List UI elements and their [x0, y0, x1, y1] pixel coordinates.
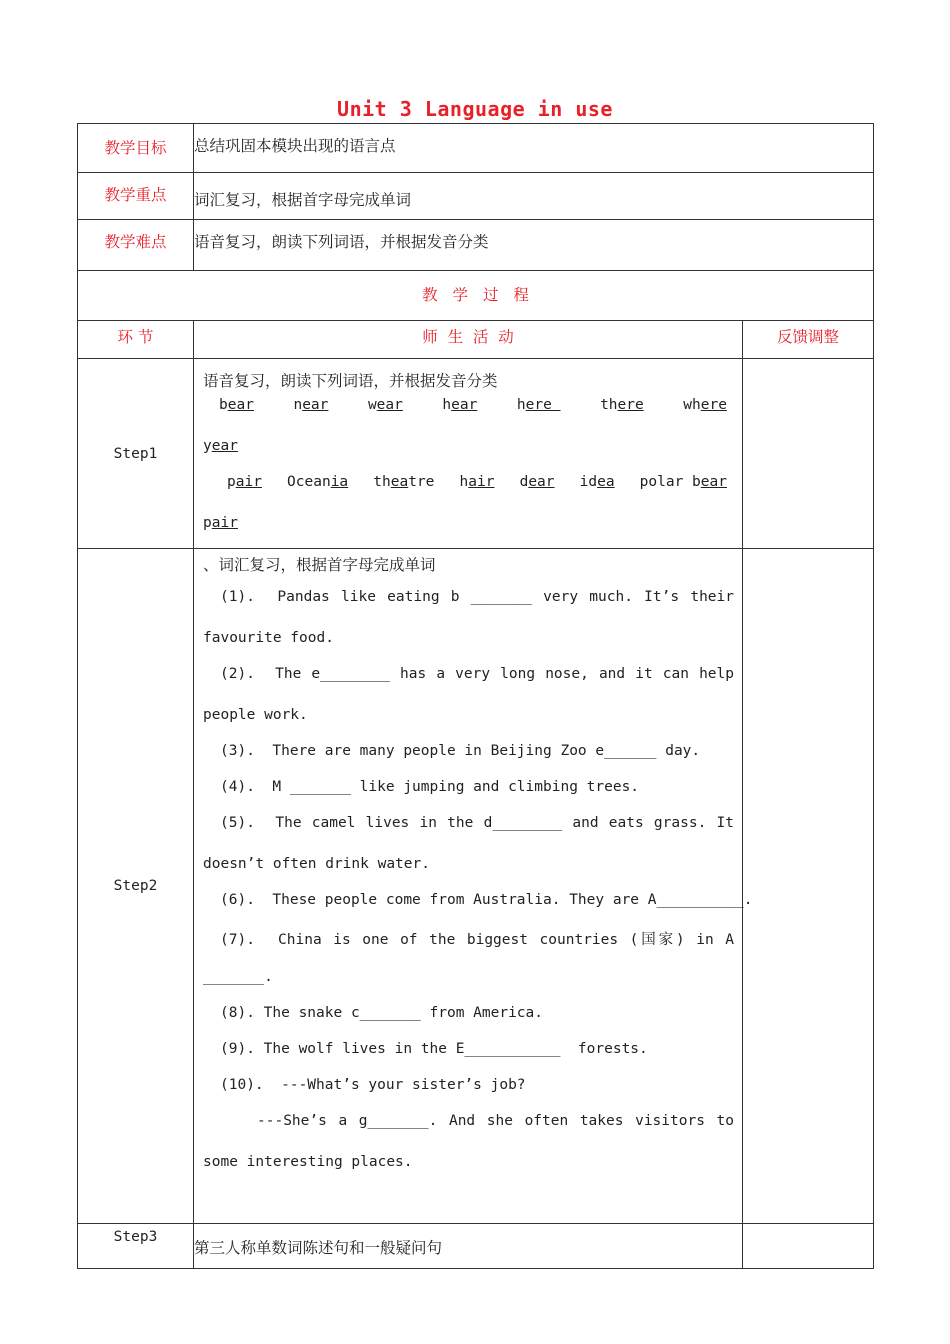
step2-item-2: (2). The e________ has a very long nose, and it can help	[220, 666, 734, 682]
word-where: where	[683, 397, 727, 413]
step3-row	[78, 1224, 874, 1269]
step2-item-7: (7). China is one of the biggest countries (国家) in A	[220, 932, 734, 948]
step1-word-row-2	[203, 474, 727, 490]
goal-text: 总结巩固本模块出现的语言点	[194, 124, 874, 173]
lesson-plan-table	[77, 123, 874, 1269]
step2-row	[78, 549, 874, 1224]
goal-label: 教学目标	[78, 124, 194, 173]
step2-item-4: (4). M _______ like jumping and climbing trees.	[220, 779, 640, 795]
word-bear: bear	[219, 397, 254, 413]
page-title: Unit 3 Language in use	[337, 97, 613, 121]
difficulty-text: 语音复习，朗读下列词语，并根据发音分类	[194, 220, 874, 271]
step2-item-3: (3). There are many people in Beijing Zoo e______ day.	[220, 743, 701, 759]
step2-item-2-cont: people work.	[203, 707, 308, 723]
step1-heading: 语音复习，朗读下列词语，并根据发音分类	[203, 372, 498, 390]
stage-column-header: 环 节	[78, 321, 194, 359]
step2-item-1: (1). Pandas like eating b _______ very much. It’s their	[220, 589, 734, 605]
word-theatre: theatre	[373, 474, 435, 490]
step2-item-10: (10). ---What’s your sister’s job?	[220, 1077, 526, 1093]
difficulty-label: 教学难点	[78, 220, 194, 271]
word-pair-2: pair	[203, 515, 238, 531]
word-dear: dear	[519, 474, 555, 490]
process-heading: 教 学 过 程	[78, 271, 874, 321]
column-header-row	[78, 321, 874, 359]
step2-item-7-cont: _______.	[203, 969, 273, 985]
step3-name: Step3	[78, 1224, 194, 1269]
step2-item-6: (6). These people come from Australia. They are A__________.	[220, 892, 753, 908]
step1-feedback	[743, 359, 874, 549]
word-hear: hear	[442, 397, 478, 413]
focus-label: 教学重点	[78, 173, 194, 220]
word-polar-bear: polar bear	[639, 474, 727, 490]
focus-text: 词汇复习，根据首字母完成单词	[194, 173, 874, 220]
step1-row	[78, 359, 874, 549]
step2-feedback	[743, 549, 874, 1224]
step2-item-1-cont: favourite food.	[203, 630, 334, 646]
step3-feedback	[743, 1224, 874, 1269]
word-near: near	[293, 397, 329, 413]
step2-item-5: (5). The camel lives in the d________ and eats grass. It	[220, 815, 734, 831]
step2-item-10-answer: ---She’s a g_______. And she often takes visitors to	[257, 1113, 734, 1129]
step1-content	[194, 359, 743, 549]
feedback-column-header: 反馈调整	[743, 321, 874, 359]
step2-item-5-cont: doesn’t often drink water.	[203, 856, 430, 872]
word-oceania: Oceania	[287, 474, 349, 490]
step2-item-9: (9). The wolf lives in the E___________ forests.	[220, 1041, 648, 1057]
word-hair: hair	[459, 474, 495, 490]
word-wear: wear	[367, 397, 403, 413]
activity-column-header: 师 生 活 动	[194, 321, 743, 359]
word-there: there	[600, 397, 644, 413]
step2-heading: 、词汇复习，根据首字母完成单词	[203, 556, 436, 574]
word-here: here	[516, 397, 561, 413]
word-year: year	[203, 438, 238, 454]
step2-name: Step2	[78, 549, 194, 1224]
process-heading-row	[78, 271, 874, 321]
step2-item-8: (8). The snake c_______ from America.	[220, 1005, 544, 1021]
goal-row	[78, 124, 874, 173]
step1-word-row-1	[203, 397, 727, 413]
step1-name: Step1	[78, 359, 194, 549]
word-idea: idea	[579, 474, 615, 490]
focus-row	[78, 173, 874, 220]
difficulty-row	[78, 220, 874, 271]
step3-text: 第三人称单数词陈述句和一般疑问句	[194, 1224, 743, 1269]
step2-item-10-cont: some interesting places.	[203, 1154, 413, 1170]
word-pair: pair	[227, 474, 262, 490]
step2-content	[194, 549, 753, 1224]
